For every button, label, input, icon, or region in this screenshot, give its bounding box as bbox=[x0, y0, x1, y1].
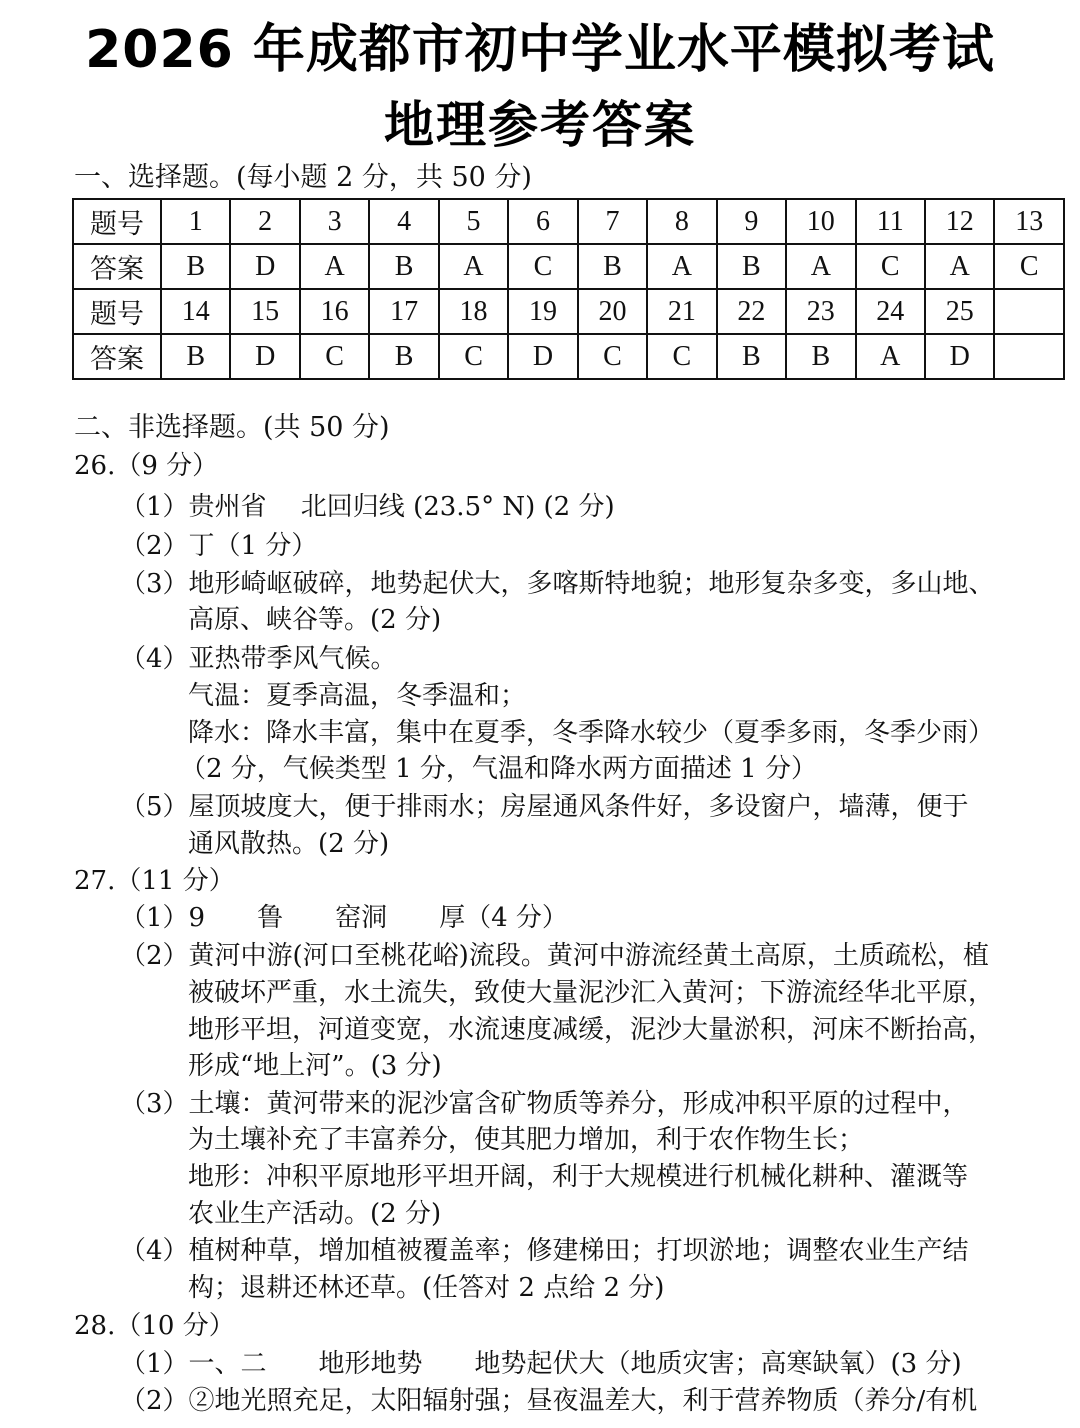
table-cell: B bbox=[578, 244, 647, 289]
table-cell: B bbox=[786, 334, 855, 379]
answer-line: （2）丁（1 分） bbox=[120, 531, 318, 561]
table-cell: 4 bbox=[369, 199, 438, 244]
table-cell: 8 bbox=[647, 199, 716, 244]
question-28-heading: 28.（10 分） bbox=[74, 1311, 235, 1341]
table-cell: C bbox=[300, 334, 369, 379]
table-cell: 21 bbox=[647, 289, 716, 334]
answer-line: 通风散热。(2 分) bbox=[188, 829, 390, 859]
table-cell: C bbox=[856, 244, 925, 289]
answer-line: （3）地形崎岖破碎，地势起伏大，多喀斯特地貌；地形复杂多变，多山地、 bbox=[120, 569, 995, 599]
table-cell: B bbox=[717, 244, 786, 289]
table-cell: A bbox=[856, 334, 925, 379]
table-cell: A bbox=[647, 244, 716, 289]
table-cell: 11 bbox=[856, 199, 925, 244]
table-row bbox=[73, 244, 1064, 289]
table-cell: 22 bbox=[717, 289, 786, 334]
table-cell: 12 bbox=[925, 199, 994, 244]
answer-line: 高原、峡谷等。(2 分) bbox=[188, 605, 442, 635]
question-27-heading: 27.（11 分） bbox=[74, 866, 235, 896]
table-cell: 10 bbox=[786, 199, 855, 244]
page-title: 2026 年成都市初中学业水平模拟考试 bbox=[85, 20, 995, 80]
table-cell: 24 bbox=[856, 289, 925, 334]
answer-line: （1）9 鲁 窑洞 厚（4 分） bbox=[120, 903, 568, 933]
table-cell: 17 bbox=[369, 289, 438, 334]
row-label: 答案 bbox=[73, 244, 161, 289]
table-cell: C bbox=[647, 334, 716, 379]
table-cell: B bbox=[369, 244, 438, 289]
table-cell: D bbox=[925, 334, 994, 379]
table-cell: 13 bbox=[994, 199, 1064, 244]
table-cell: 15 bbox=[230, 289, 299, 334]
table-cell: C bbox=[508, 244, 577, 289]
answer-line: （2）黄河中游(河口至桃花峪)流段。黄河中游流经黄土高原，土质疏松，植 bbox=[120, 941, 989, 971]
table-row bbox=[73, 289, 1064, 334]
table-cell: 7 bbox=[578, 199, 647, 244]
answer-line: 形成“地上河”。(3 分) bbox=[188, 1051, 442, 1081]
table-cell: B bbox=[161, 244, 230, 289]
answer-line: （3）土壤：黄河带来的泥沙富含矿物质等养分，形成冲积平原的过程中， bbox=[120, 1089, 969, 1119]
table-cell: D bbox=[230, 334, 299, 379]
answer-line: （1）一、二 地形地势 地势起伏大（地质灾害；高寒缺氧）(3 分) bbox=[120, 1349, 962, 1379]
table-cell: A bbox=[786, 244, 855, 289]
table-row bbox=[73, 334, 1064, 379]
table-cell: 18 bbox=[439, 289, 508, 334]
table-cell: 1 bbox=[161, 199, 230, 244]
section-heading-nonchoice: 二、非选择题。(共 50 分) bbox=[74, 412, 390, 443]
table-cell bbox=[994, 334, 1064, 379]
answer-line: （5）屋顶坡度大，便于排雨水；房屋通风条件好，多设窗户，墙薄，便于 bbox=[120, 792, 969, 822]
table-cell: 5 bbox=[439, 199, 508, 244]
section-heading-choice: 一、选择题。(每小题 2 分，共 50 分) bbox=[74, 162, 532, 193]
row-label: 答案 bbox=[73, 334, 161, 379]
answer-line: 被破坏严重，水土流失，致使大量泥沙汇入黄河；下游流经华北平原， bbox=[188, 978, 995, 1008]
table-cell: C bbox=[439, 334, 508, 379]
answer-table bbox=[72, 198, 1065, 380]
answer-line: （2 分，气候类型 1 分，气温和降水两方面描述 1 分） bbox=[180, 754, 817, 784]
answer-line: （1）贵州省 北回归线 (23.5° N) (2 分) bbox=[120, 492, 615, 522]
answer-line: 为土壤补充了丰富养分，使其肥力增加，利于农作物生长； bbox=[188, 1125, 865, 1155]
row-label: 题号 bbox=[73, 289, 161, 334]
answer-line: 降水：降水丰富，集中在夏季，冬季降水较少（夏季多雨，冬季少雨） bbox=[188, 718, 995, 748]
answer-line: 构；退耕还林还草。(任答对 2 点给 2 分) bbox=[188, 1273, 665, 1303]
answer-line: 农业生产活动。(2 分) bbox=[188, 1199, 442, 1229]
answer-line: （2）②地光照充足，太阳辐射强；昼夜温差大，利于营养物质（养分/有机 bbox=[120, 1386, 978, 1416]
table-cell: 2 bbox=[230, 199, 299, 244]
page-subtitle: 地理参考答案 bbox=[384, 96, 696, 154]
table-cell: 23 bbox=[786, 289, 855, 334]
answer-line: （4）植树种草，增加植被覆盖率；修建梯田；打坝淤地；调整农业生产结 bbox=[120, 1236, 969, 1266]
answer-line: 气温：夏季高温，冬季温和； bbox=[188, 681, 527, 711]
table-cell: B bbox=[369, 334, 438, 379]
table-cell: 20 bbox=[578, 289, 647, 334]
table-cell bbox=[994, 289, 1064, 334]
table-cell: B bbox=[717, 334, 786, 379]
answer-line: （4）亚热带季风气候。 bbox=[120, 644, 397, 674]
table-cell: C bbox=[994, 244, 1064, 289]
table-cell: A bbox=[300, 244, 369, 289]
table-cell: A bbox=[439, 244, 508, 289]
table-cell: C bbox=[578, 334, 647, 379]
table-cell: 19 bbox=[508, 289, 577, 334]
table-cell: D bbox=[230, 244, 299, 289]
table-cell: 6 bbox=[508, 199, 577, 244]
table-cell: 25 bbox=[925, 289, 994, 334]
answer-line: 地形：冲积平原地形平坦开阔，利于大规模进行机械化耕种、灌溉等 bbox=[188, 1162, 969, 1192]
table-cell: 3 bbox=[300, 199, 369, 244]
table-row bbox=[73, 199, 1064, 244]
table-cell: A bbox=[925, 244, 994, 289]
question-26-heading: 26.（9 分） bbox=[74, 451, 219, 481]
answer-line: 地形平坦，河道变宽，水流速度减缓，泥沙大量淤积，河床不断抬高， bbox=[188, 1015, 995, 1045]
table-cell: D bbox=[508, 334, 577, 379]
table-cell: 14 bbox=[161, 289, 230, 334]
row-label: 题号 bbox=[73, 199, 161, 244]
table-cell: B bbox=[161, 334, 230, 379]
table-cell: 9 bbox=[717, 199, 786, 244]
table-cell: 16 bbox=[300, 289, 369, 334]
